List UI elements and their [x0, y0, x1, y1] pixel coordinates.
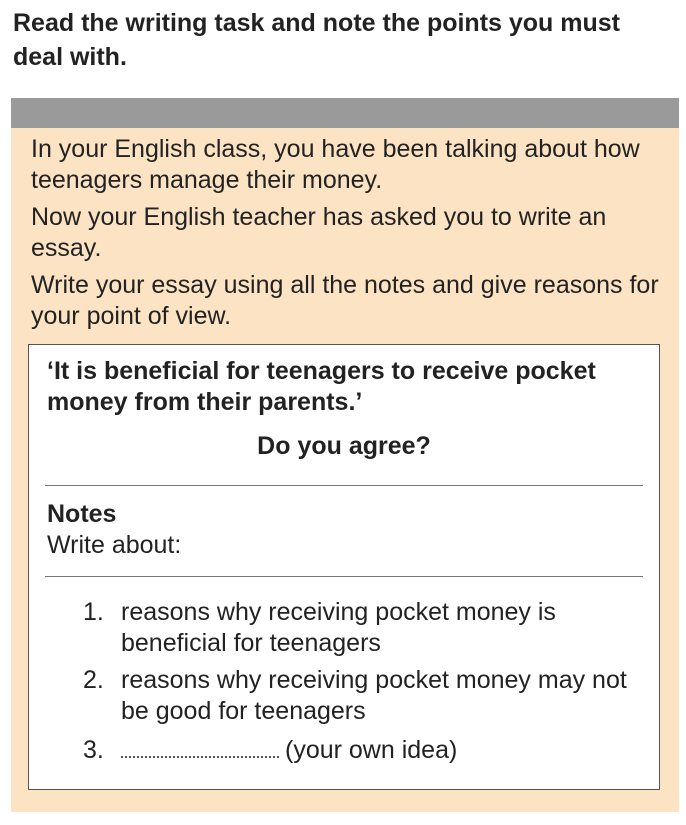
- divider: [45, 485, 643, 486]
- note-text: reasons why receiving pocket money is beneficial for teenagers: [121, 598, 556, 657]
- task-guidance-paragraph: Write your essay using all the notes and give reasons for your point of view.: [31, 271, 659, 330]
- task-request-paragraph: Now your English teacher has asked you to write an essay.: [31, 203, 607, 262]
- essay-prompt-box: [28, 344, 660, 790]
- notes-heading: Notes: [47, 500, 117, 528]
- task-instruction: Read the writing task and note the points you must deal with.: [13, 9, 620, 71]
- note-item: [83, 665, 643, 727]
- note-text: reasons why receiving pocket money may not be good for teenagers: [121, 666, 627, 725]
- note-item: [83, 735, 643, 766]
- note-number: 1.: [83, 598, 104, 626]
- task-header-bar: [11, 98, 679, 128]
- note-item: [83, 597, 643, 659]
- note-text: (your own idea): [285, 736, 458, 764]
- writing-task-card: [11, 98, 679, 812]
- essay-question: Do you agree?: [257, 432, 431, 460]
- notes-subheading: Write about:: [47, 531, 182, 559]
- task-context-paragraph: In your English class, you have been talking about how teenagers manage their money.: [31, 135, 640, 194]
- essay-statement: ‘It is beneficial for teenagers to receive pocket money from their parents.’: [47, 357, 596, 416]
- divider: [45, 576, 643, 577]
- note-own-idea: [121, 735, 641, 766]
- note-number: 3.: [83, 736, 104, 764]
- dotted-blank: [121, 736, 279, 758]
- note-number: 2.: [83, 666, 104, 694]
